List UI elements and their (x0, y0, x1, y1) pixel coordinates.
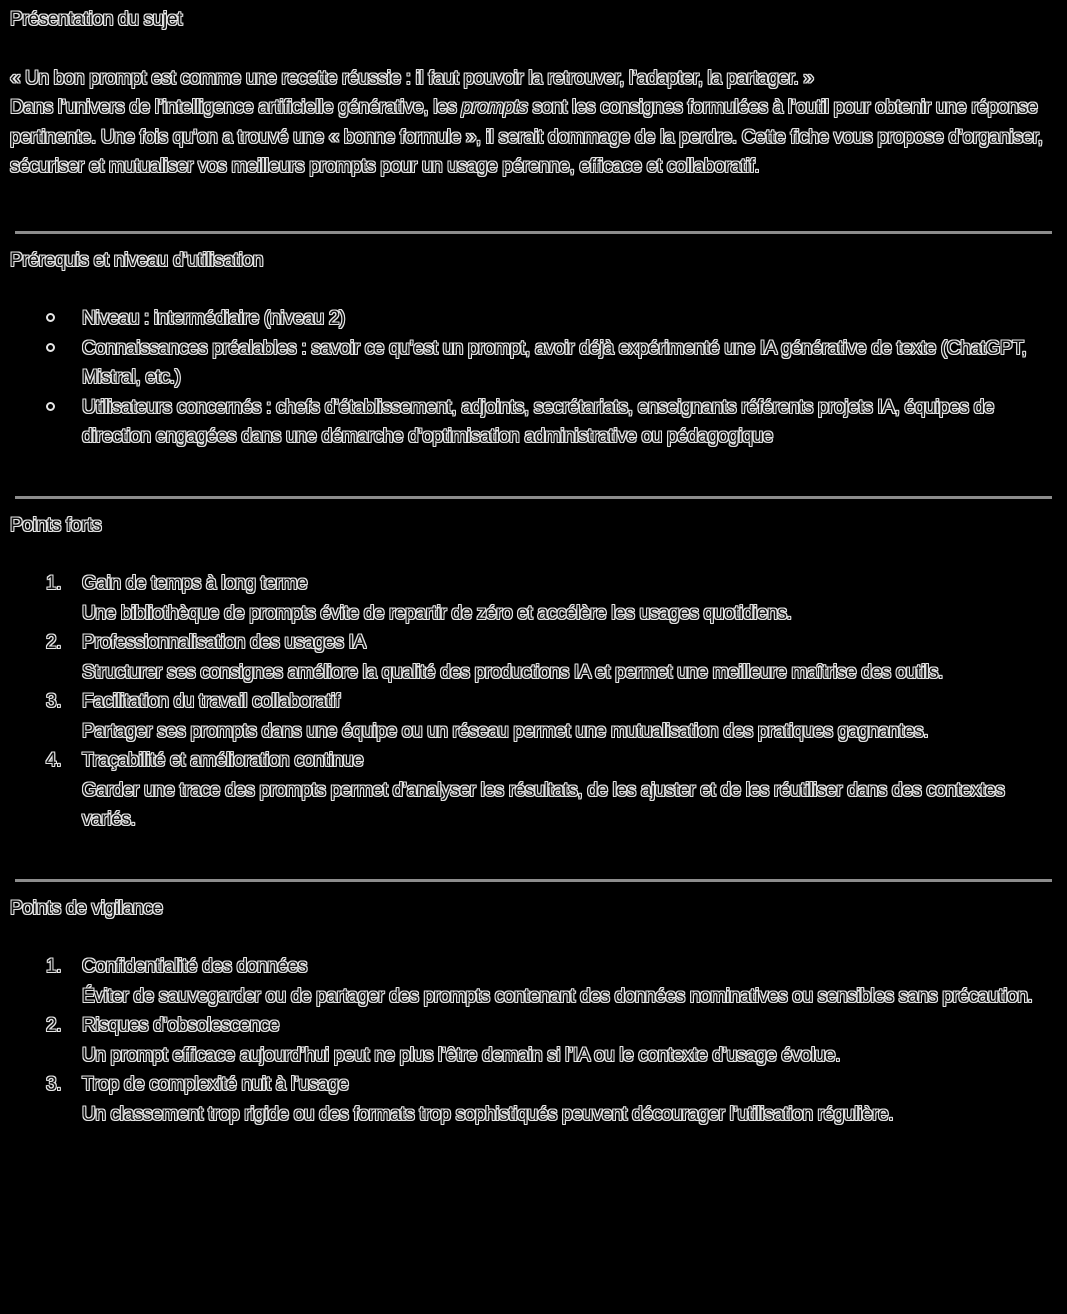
item-title: Risques d’obsolescence (82, 1015, 280, 1036)
emphasis-prompts: prompts (461, 97, 528, 118)
list-item: 1. Gain de temps à long terme Une bibliothèque de prompts évite de repartir de zéro et accélère les usages quotidiens. (82, 569, 1055, 628)
circle-bullet-icon (46, 402, 55, 411)
points-forts-list (10, 569, 1055, 835)
section-vigilance (10, 894, 1055, 1130)
item-description: Structurer ses consignes améliore la qualité des productions IA et permet une meilleure maîtrise des outils. (82, 661, 943, 683)
circle-bullet-icon (46, 313, 55, 322)
list-item: 2. Risques d’obsolescence Un prompt efficace aujourd’hui peut ne plus l’être demain si l’IA ou le contexte d’usage évolue. (82, 1011, 1055, 1070)
list-item: 3. Trop de complexité nuit à l’usage Un classement trop rigide ou des formats trop sophistiqués peuvent décourager l’utilisation régulière. (82, 1070, 1055, 1129)
section-presentation (10, 0, 1055, 182)
presentation-quote: « Un bon prompt est comme une recette réussie : il faut pouvoir la retrouver, l’adapter, la partager. » (10, 67, 814, 89)
item-title: Facilitation du travail collaboratif (82, 691, 340, 712)
section-points-forts (10, 511, 1055, 835)
item-description: Éviter de sauvegarder ou de partager des prompts contenant des données nominatives ou sensibles sans précaution. (82, 985, 1033, 1007)
item-title: Confidentialité des données (82, 956, 308, 977)
list-item: Connaissances préalables : savoir ce qu’est un prompt, avoir déjà expérimenté une IA générative de texte (ChatGPT, Mistral, etc.) (82, 334, 1055, 393)
list-item: 4. Traçabilité et amélioration continue Garder une trace des prompts permet d’analyser les résultats, de les ajuster et de les réutiliser dans des contextes variés. (82, 746, 1055, 835)
prerequis-list (10, 304, 1055, 452)
vigilance-list (10, 952, 1055, 1129)
document-page (10, 0, 1055, 1129)
section-title-vigilance: Points de vigilance (10, 897, 163, 919)
list-item: Niveau : intermédiaire (niveau 2) (82, 304, 1055, 334)
item-description: Garder une trace des prompts permet d’analyser les résultats, de les ajuster et de les réutiliser dans des contextes variés. (82, 779, 1005, 830)
section-title-prerequis: Prérequis et niveau d’utilisation (10, 249, 264, 271)
section-prerequis (10, 246, 1055, 452)
item-description: Partager ses prompts dans une équipe ou un réseau permet une mutualisation des pratiques gagnantes. (82, 720, 929, 742)
circle-bullet-icon (46, 343, 55, 352)
presentation-body: Dans l’univers de l’intelligence artificielle générative, les prompts sont les consignes formulées à l’outil pour obtenir une réponse pertinente. Une fois qu’on a trouvé une « bonne formule », il serait dommage de la perdre. Cette fiche vous propose d’organiser, sécuriser et mutualiser vos meilleurs prompts pour un usage pérenne, efficace et collaboratif. (10, 97, 1043, 177)
item-title: Traçabilité et amélioration continue (82, 750, 364, 771)
item-title: Professionnalisation des usages IA (82, 632, 366, 653)
list-item: 2. Professionnalisation des usages IA Structurer ses consignes améliore la qualité des productions IA et permet une meilleure maîtrise des outils. (82, 628, 1055, 687)
section-title-points-forts: Points forts (10, 514, 102, 536)
item-description: Un prompt efficace aujourd’hui peut ne plus l’être demain si l’IA ou le contexte d’usage évolue. (82, 1044, 841, 1066)
item-description: Une bibliothèque de prompts évite de repartir de zéro et accélère les usages quotidiens. (82, 602, 792, 624)
list-item: Utilisateurs concernés : chefs d’établissement, adjoints, secrétariats, enseignants référents projets IA, équipes de direction engagées dans une démarche d’optimisation administrative ou pédagogique (82, 393, 1055, 452)
item-title: Trop de complexité nuit à l’usage (82, 1074, 349, 1095)
section-title-presentation: Présentation du sujet (10, 9, 183, 30)
item-title: Gain de temps à long terme (82, 573, 308, 594)
item-description: Un classement trop rigide ou des formats trop sophistiqués peuvent décourager l’utilisation régulière. (82, 1103, 894, 1125)
list-item: 3. Facilitation du travail collaboratif Partager ses prompts dans une équipe ou un réseau permet une mutualisation des pratiques gagnantes. (82, 687, 1055, 746)
list-item: 1. Confidentialité des données Éviter de sauvegarder ou de partager des prompts contenant des données nominatives ou sensibles sans précaution. (82, 952, 1055, 1011)
